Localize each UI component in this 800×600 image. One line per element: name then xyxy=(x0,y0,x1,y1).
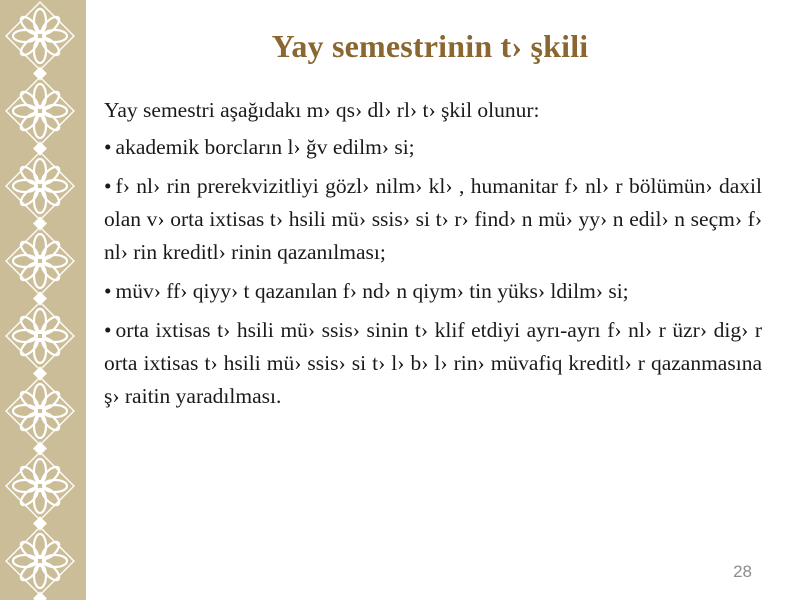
decorative-side-band xyxy=(0,0,86,600)
ornament-diamond-icon xyxy=(33,67,47,81)
ornament-star-icon xyxy=(6,377,74,445)
ornament-star-icon xyxy=(6,152,74,220)
ornament-diamond-icon xyxy=(33,517,47,531)
slide-title: Yay semestrinin t› şkili xyxy=(271,28,589,64)
bullet-text: akademik borcların l› ğv edilm› si; xyxy=(115,135,415,159)
ornament-star-icon xyxy=(6,2,74,70)
ornament-star-icon xyxy=(6,227,74,295)
bullet-icon: • xyxy=(104,135,112,159)
ornament-diamond-icon xyxy=(33,442,47,456)
bullet-icon: • xyxy=(104,279,112,303)
slide-body xyxy=(104,94,762,419)
intro-paragraph: Yay semestri aşağıdakı m› qs› dl› rl› t› şkil olunur: xyxy=(104,98,540,122)
ornament-diamond-icon xyxy=(33,592,47,600)
ornament-star-icon xyxy=(6,527,74,595)
ornament-diamond-icon xyxy=(33,142,47,156)
bullet-item-4 xyxy=(104,314,762,413)
ornament-diamond-icon xyxy=(33,367,47,381)
ornament-diamond-icon xyxy=(33,292,47,306)
bullet-item-2 xyxy=(104,170,762,269)
ornament-pattern-icon xyxy=(0,0,86,600)
bullet-icon: • xyxy=(104,318,112,342)
bullet-item-1 xyxy=(104,131,762,164)
ornament-star-icon xyxy=(6,452,74,520)
ornament-star-icon xyxy=(6,302,74,370)
bullet-icon: • xyxy=(104,174,112,198)
ornament-diamond-icon xyxy=(33,217,47,231)
bullet-text: f› nl› rin prerekvizitliyi gözl› nilm› kl› , humanitar f› nl› r bölümün› daxil olan v› orta ixtisas t› hsili mü› ssis› si t› r› find› n mü› yy› n edil› n seçm› f› nl› rin kreditl› rinin qazanılması; xyxy=(104,174,762,264)
ornament-star-icon xyxy=(6,77,74,145)
bullet-text: orta ixtisas t› hsili mü› ssis› sinin t› klif etdiyi ayrı-ayrı f› nl› r üzr› dig› r orta ixtisas t› hsili mü› ssis› si t› l› b› l› rin› müvafiq kreditl› r qazanmasına ş› raitin yaradılması. xyxy=(104,318,762,408)
page-number: 28 xyxy=(733,562,752,581)
bullet-text: müv› ff› qiyy› t qazanılan f› nd› n qiym› tin yüks› ldilm› si; xyxy=(115,279,629,303)
bullet-item-3 xyxy=(104,275,762,308)
